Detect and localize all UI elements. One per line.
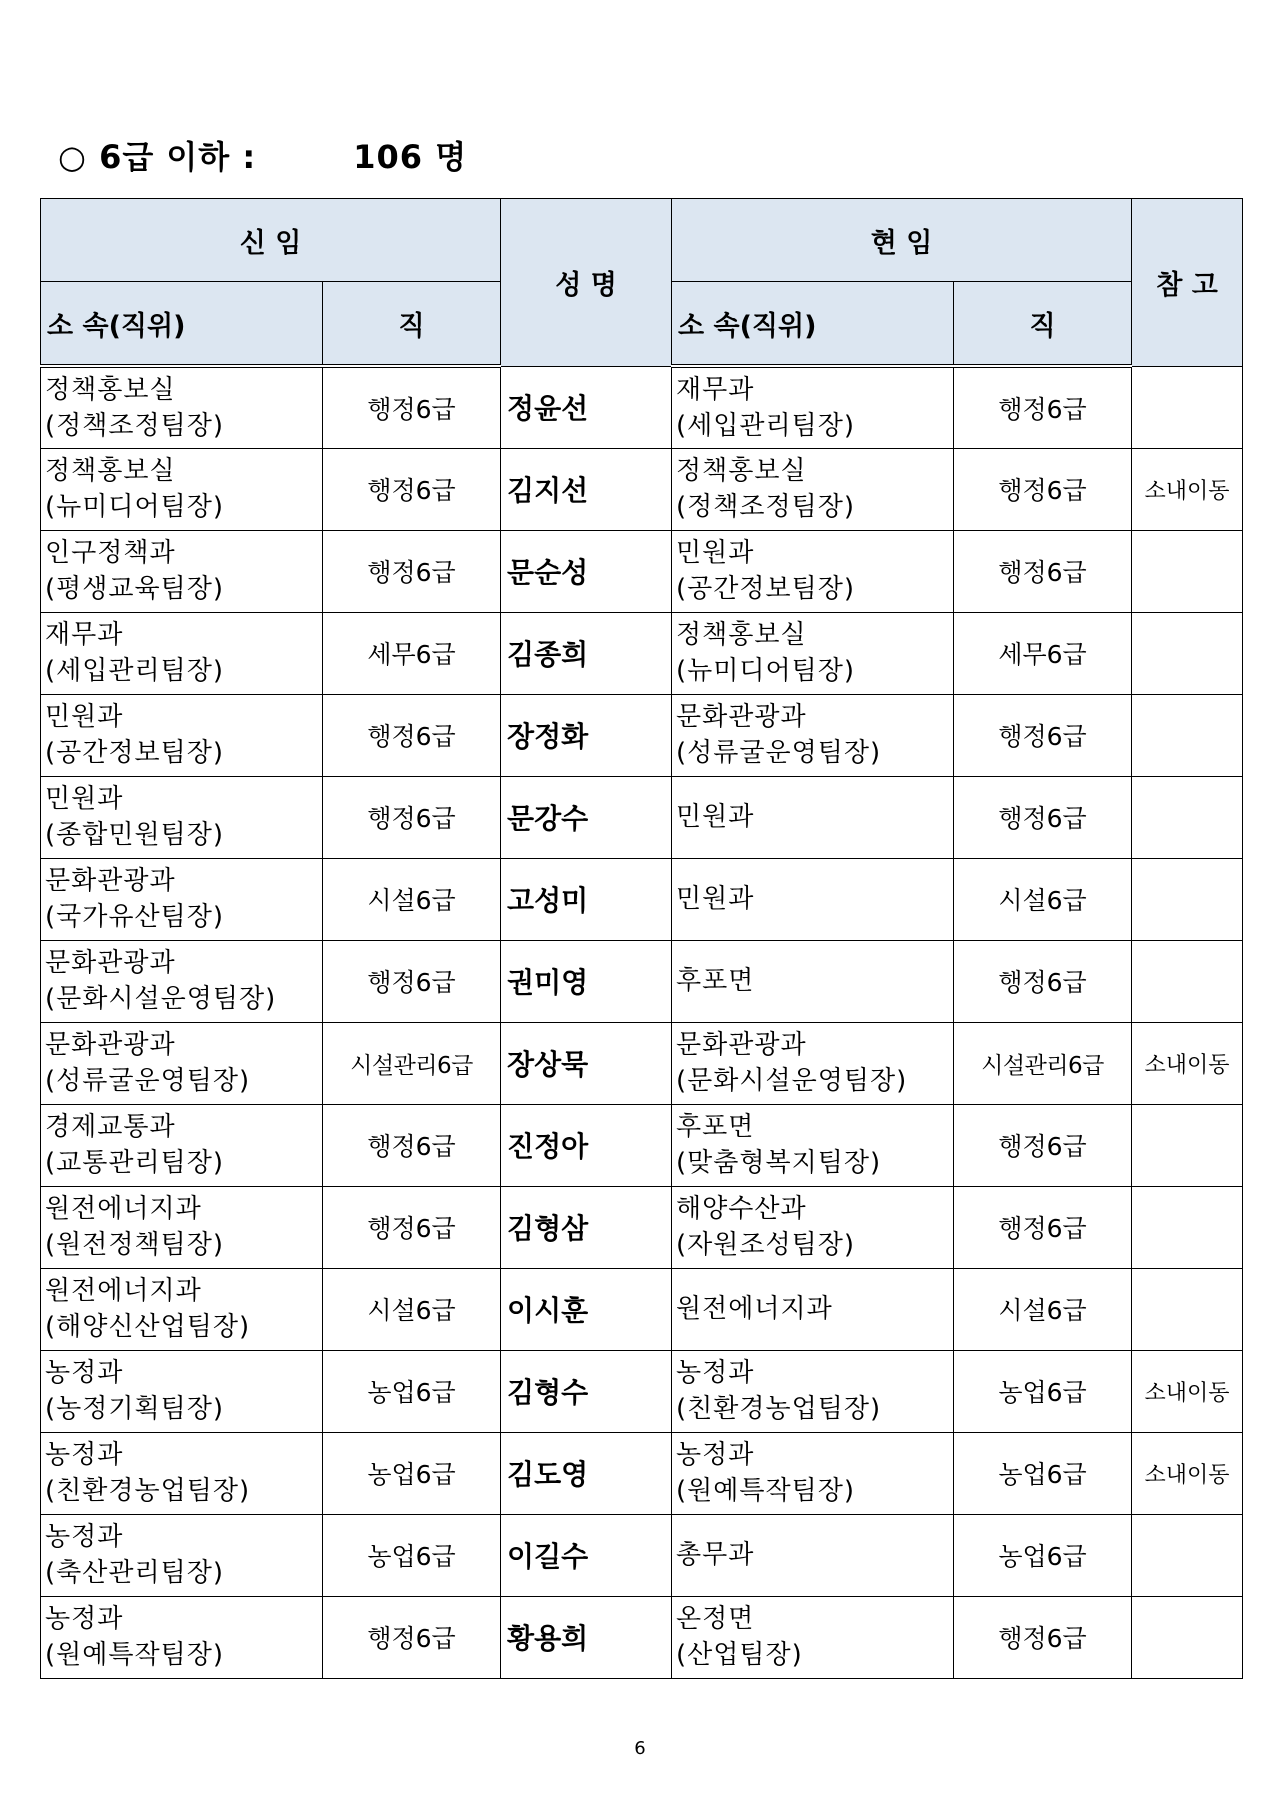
new-department: 원전에너지과 [45,1276,202,1306]
current-team: (공간정보팀장) [676,574,855,604]
note-cell [1132,940,1243,1022]
page-number: 6 [634,1738,646,1759]
current-department: 총무과 [676,1540,755,1570]
new-affiliation-cell [41,1186,323,1268]
new-affiliation-cell [41,776,323,858]
new-affiliation-cell [41,940,323,1022]
table-row [41,1432,1243,1514]
note-cell [1132,858,1243,940]
current-rank: 세무6급 [954,612,1132,694]
current-rank: 농업6급 [954,1432,1132,1514]
header-current-affiliation: 소 속(직위) [672,282,954,367]
person-name: 이길수 [501,1514,672,1596]
table-row [41,1104,1243,1186]
person-name: 김종희 [501,612,672,694]
new-team: (세입관리팀장) [45,656,224,686]
current-affiliation-cell [672,1514,954,1596]
current-department: 민원과 [676,538,755,568]
note-cell [1132,1596,1243,1678]
current-department: 농정과 [676,1358,755,1388]
current-team: (자원조성팀장) [676,1230,855,1260]
new-team: (해양신산업팀장) [45,1312,251,1342]
new-team: (종합민원팀장) [45,820,224,850]
new-department: 농정과 [45,1604,124,1634]
new-team: (축산관리팀장) [45,1558,224,1588]
new-affiliation-cell [41,448,323,530]
new-department: 문화관광과 [45,1030,176,1060]
current-department: 문화관광과 [676,1030,807,1060]
new-affiliation-cell [41,612,323,694]
note-cell: 소내이동 [1132,448,1243,530]
header-current-rank: 직 [954,282,1132,367]
current-department: 민원과 [676,802,755,832]
new-department: 정책홍보실 [45,456,176,486]
page-title: ○ 6급 이하 : 106 명 [58,138,468,176]
current-affiliation-cell [672,1186,954,1268]
personnel-table [40,198,1243,1679]
person-name: 장정화 [501,694,672,776]
person-name: 김형수 [501,1350,672,1432]
current-rank: 행정6급 [954,366,1132,448]
table-row [41,940,1243,1022]
current-affiliation-cell [672,1432,954,1514]
new-team: (뉴미디어팀장) [45,492,224,522]
person-name: 김지선 [501,448,672,530]
new-rank: 행정6급 [323,1186,501,1268]
current-department: 농정과 [676,1440,755,1470]
new-rank: 시설6급 [323,1268,501,1350]
current-department: 원전에너지과 [676,1294,833,1324]
new-team: (농정기획팀장) [45,1394,224,1424]
new-department: 인구정책과 [45,538,176,568]
new-department: 경제교통과 [45,1112,176,1142]
table-row [41,858,1243,940]
new-department: 민원과 [45,784,124,814]
person-name: 문순성 [501,530,672,612]
new-department: 재무과 [45,620,124,650]
table-row [41,776,1243,858]
new-team: (원예특작팀장) [45,1640,224,1670]
new-rank: 행정6급 [323,448,501,530]
new-affiliation-cell [41,858,323,940]
new-rank: 시설6급 [323,858,501,940]
header-new-rank: 직 [323,282,501,367]
current-affiliation-cell [672,448,954,530]
current-rank: 행정6급 [954,1596,1132,1678]
current-rank: 행정6급 [954,530,1132,612]
current-affiliation-cell [672,1268,954,1350]
new-department: 정책홍보실 [45,374,176,405]
header-new-post: 신 임 [41,199,501,282]
person-name: 김형삼 [501,1186,672,1268]
new-affiliation-cell [41,1514,323,1596]
new-rank: 행정6급 [323,530,501,612]
new-affiliation-cell [41,1268,323,1350]
current-team: (뉴미디어팀장) [676,656,855,686]
person-name: 문강수 [501,776,672,858]
current-rank: 행정6급 [954,776,1132,858]
current-department: 후포면 [676,966,755,996]
current-affiliation-cell [672,776,954,858]
current-department: 문화관광과 [676,702,807,732]
new-department: 농정과 [45,1522,124,1552]
new-rank: 행정6급 [323,366,501,448]
person-name: 고성미 [501,858,672,940]
table-row [41,530,1243,612]
person-name: 진정아 [501,1104,672,1186]
current-rank: 시설관리6급 [954,1022,1132,1104]
new-team: (문화시설운영팀장) [45,984,277,1014]
note-cell: 소내이동 [1132,1432,1243,1514]
current-rank: 행정6급 [954,1104,1132,1186]
person-name: 권미영 [501,940,672,1022]
table-row [41,1350,1243,1432]
current-rank: 농업6급 [954,1350,1132,1432]
current-affiliation-cell [672,530,954,612]
note-cell [1132,1514,1243,1596]
person-name: 황용희 [501,1596,672,1678]
person-name: 정윤선 [501,366,672,448]
current-affiliation-cell [672,694,954,776]
new-rank: 행정6급 [323,694,501,776]
note-cell [1132,366,1243,448]
table-row [41,1514,1243,1596]
table-row [41,612,1243,694]
new-rank: 농업6급 [323,1514,501,1596]
current-department: 해양수산과 [676,1194,807,1224]
current-department: 정책홍보실 [676,620,807,650]
header-new-affiliation: 소 속(직위) [41,282,323,367]
current-rank: 농업6급 [954,1514,1132,1596]
current-department: 민원과 [676,884,755,914]
new-rank: 농업6급 [323,1432,501,1514]
current-team: (친환경농업팀장) [676,1394,882,1424]
current-team: (세입관리팀장) [676,410,855,441]
current-rank: 행정6급 [954,1186,1132,1268]
table-row [41,1596,1243,1678]
person-name: 김도영 [501,1432,672,1514]
header-name: 성 명 [501,199,672,367]
current-team: (원예특작팀장) [676,1476,855,1506]
note-cell [1132,530,1243,612]
current-affiliation-cell [672,940,954,1022]
new-rank: 행정6급 [323,940,501,1022]
header-note: 참 고 [1132,199,1243,367]
new-rank: 농업6급 [323,1350,501,1432]
current-department: 후포면 [676,1112,755,1142]
new-affiliation-cell [41,530,323,612]
new-affiliation-cell [41,1350,323,1432]
note-cell: 소내이동 [1132,1022,1243,1104]
person-name: 이시훈 [501,1268,672,1350]
header-current-post: 현 임 [672,199,1132,282]
new-team: (평생교육팀장) [45,574,224,604]
new-department: 문화관광과 [45,866,176,896]
note-cell [1132,694,1243,776]
current-rank: 행정6급 [954,448,1132,530]
new-affiliation-cell [41,1022,323,1104]
new-affiliation-cell [41,1432,323,1514]
new-team: (교통관리팀장) [45,1148,224,1178]
new-rank: 행정6급 [323,776,501,858]
current-affiliation-cell [672,612,954,694]
note-cell [1132,612,1243,694]
new-team: (친환경농업팀장) [45,1476,251,1506]
new-team: (공간정보팀장) [45,738,224,768]
new-affiliation-cell [41,694,323,776]
table-row [41,448,1243,530]
new-rank: 시설관리6급 [323,1022,501,1104]
table-row [41,694,1243,776]
current-team: (산업팀장) [676,1640,803,1670]
current-rank: 시설6급 [954,858,1132,940]
new-department: 문화관광과 [45,948,176,978]
table-row [41,1268,1243,1350]
current-team: (맞춤형복지팀장) [676,1148,882,1178]
note-cell: 소내이동 [1132,1350,1243,1432]
note-cell [1132,1104,1243,1186]
new-rank: 세무6급 [323,612,501,694]
new-team: (국가유산팀장) [45,902,224,932]
new-department: 농정과 [45,1440,124,1470]
note-cell [1132,1186,1243,1268]
table-row [41,366,1243,448]
note-cell [1132,1268,1243,1350]
current-affiliation-cell [672,1022,954,1104]
current-rank: 행정6급 [954,694,1132,776]
current-team: (정책조정팀장) [676,492,855,522]
current-rank: 행정6급 [954,940,1132,1022]
current-affiliation-cell [672,858,954,940]
new-team: (정책조정팀장) [45,410,224,441]
new-affiliation-cell [41,366,323,448]
table-row [41,1186,1243,1268]
new-department: 민원과 [45,702,124,732]
new-affiliation-cell [41,1104,323,1186]
note-cell [1132,776,1243,858]
current-department: 재무과 [676,374,755,405]
new-rank: 행정6급 [323,1596,501,1678]
new-team: (원전정책팀장) [45,1230,224,1260]
new-rank: 행정6급 [323,1104,501,1186]
current-affiliation-cell [672,1104,954,1186]
person-name: 장상묵 [501,1022,672,1104]
current-department: 온정면 [676,1604,755,1634]
current-affiliation-cell [672,1350,954,1432]
current-team: (문화시설운영팀장) [676,1066,908,1096]
new-affiliation-cell [41,1596,323,1678]
table-row [41,1022,1243,1104]
new-department: 농정과 [45,1358,124,1388]
new-department: 원전에너지과 [45,1194,202,1224]
new-team: (성류굴운영팀장) [45,1066,251,1096]
current-rank: 시설6급 [954,1268,1132,1350]
current-department: 정책홍보실 [676,456,807,486]
current-affiliation-cell [672,366,954,448]
current-team: (성류굴운영팀장) [676,738,882,768]
current-affiliation-cell [672,1596,954,1678]
